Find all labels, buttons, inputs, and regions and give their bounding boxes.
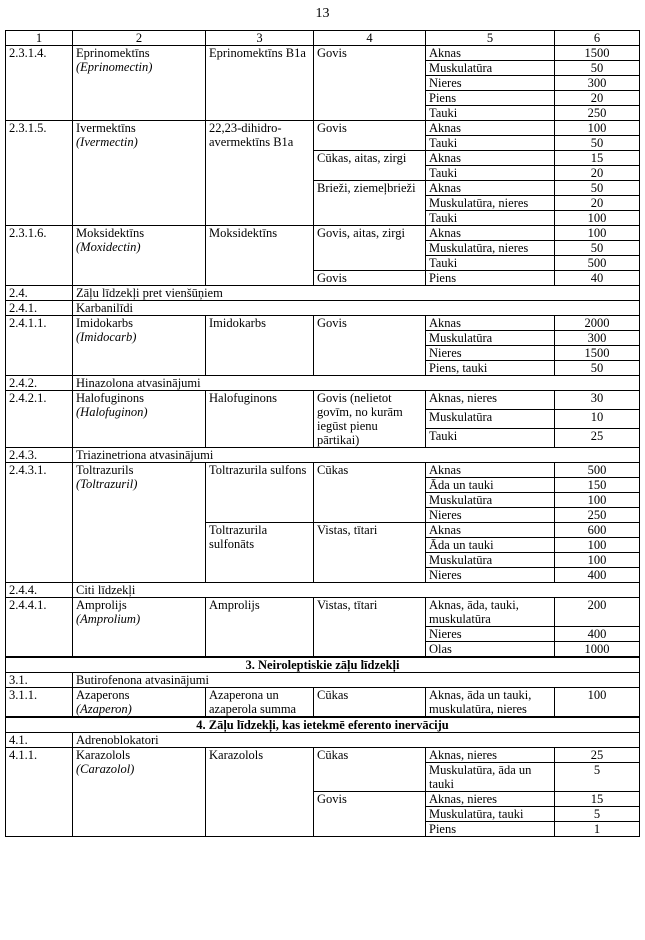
mrl-value: 100	[555, 688, 640, 718]
substance-name: Eprinomektīns	[76, 46, 150, 60]
marker-residue: Amprolijs	[206, 598, 314, 658]
column-header: 1	[6, 31, 73, 46]
species: Govis	[314, 316, 426, 376]
mrl-value: 15	[555, 792, 640, 807]
tissue: Tauki	[426, 256, 555, 271]
mrl-value: 5	[555, 763, 640, 792]
column-header-row	[6, 31, 640, 46]
entry-code: 2.3.1.4.	[6, 46, 73, 121]
substance-cell	[73, 316, 206, 376]
group-code: 2.4.3.	[6, 448, 73, 463]
species: Cūkas	[314, 463, 426, 523]
substance-name: Imidokarbs	[76, 316, 133, 330]
tissue: Aknas	[426, 46, 555, 61]
group-code: 2.4.4.	[6, 583, 73, 598]
substance-name: Amprolijs	[76, 598, 127, 612]
tissue: Piens	[426, 91, 555, 106]
mrl-value: 100	[555, 211, 640, 226]
mrl-value: 20	[555, 91, 640, 106]
tissue: Aknas, nieres	[426, 792, 555, 807]
species: Govis	[314, 46, 426, 121]
mrl-value: 300	[555, 76, 640, 91]
tissue: Muskulatūra	[426, 61, 555, 76]
substance-name: Karazolols	[76, 748, 131, 762]
group-row	[6, 301, 640, 316]
residue-row	[6, 598, 640, 627]
marker-residue: Eprinomektīns B1a	[206, 46, 314, 121]
tissue: Muskulatūra, nieres	[426, 196, 555, 211]
residue-row	[6, 121, 640, 136]
mrl-value: 20	[555, 166, 640, 181]
tissue: Nieres	[426, 568, 555, 583]
tissue: Aknas, āda un tauki, muskulatūra, nieres	[426, 688, 555, 718]
tissue: Tauki	[426, 106, 555, 121]
species: Brieži, ziemeļbrieži	[314, 181, 426, 226]
tissue: Tauki	[426, 166, 555, 181]
mrl-value: 10	[555, 410, 640, 429]
marker-residue: Halofuginons	[206, 391, 314, 448]
mrl-value: 20	[555, 196, 640, 211]
mrl-value: 100	[555, 226, 640, 241]
group-code: 2.4.1.	[6, 301, 73, 316]
residue-row	[6, 463, 640, 478]
marker-residue: Moksidektīns	[206, 226, 314, 286]
residue-row	[6, 226, 640, 241]
group-row	[6, 376, 640, 391]
residue-row	[6, 46, 640, 61]
substance-latin-name: (Eprinomectin)	[76, 60, 153, 74]
entry-code: 3.1.1.	[6, 688, 73, 718]
mrl-value: 1500	[555, 46, 640, 61]
substance-latin-name: (Moxidectin)	[76, 240, 141, 254]
tissue: Olas	[426, 642, 555, 658]
substance-name: Azaperons	[76, 688, 130, 702]
group-code: 2.4.2.	[6, 376, 73, 391]
group-title: Triazinetriona atvasinājumi	[73, 448, 640, 463]
tissue: Aknas, āda, tauki, muskulatūra	[426, 598, 555, 627]
substance-cell	[73, 463, 206, 583]
section-row	[6, 717, 640, 733]
tissue: Āda un tauki	[426, 538, 555, 553]
marker-residue: Azaperona un azaperola summa	[206, 688, 314, 718]
substance-cell	[73, 121, 206, 226]
mrl-value: 50	[555, 361, 640, 376]
group-title: Karbanilīdi	[73, 301, 640, 316]
tissue: Piens	[426, 822, 555, 837]
mrl-value: 25	[555, 748, 640, 763]
tissue: Muskulatūra	[426, 553, 555, 568]
tissue: Piens, tauki	[426, 361, 555, 376]
tissue: Muskulatūra, āda un tauki	[426, 763, 555, 792]
tissue: Aknas	[426, 121, 555, 136]
substance-cell	[73, 688, 206, 718]
group-row	[6, 733, 640, 748]
species: Cūkas, aitas, zirgi	[314, 151, 426, 181]
group-title: Butirofenona atvasinājumi	[73, 673, 640, 688]
section-row	[6, 657, 640, 673]
mrl-table	[5, 30, 640, 837]
mrl-value: 100	[555, 538, 640, 553]
tissue: Muskulatūra	[426, 410, 555, 429]
tissue: Muskulatūra, tauki	[426, 807, 555, 822]
species: Govis	[314, 792, 426, 837]
group-title: Hinazolona atvasinājumi	[73, 376, 640, 391]
mrl-value: 150	[555, 478, 640, 493]
residue-row	[6, 688, 640, 718]
entry-code: 2.3.1.6.	[6, 226, 73, 286]
mrl-value: 100	[555, 121, 640, 136]
section-title: 4. Zāļu līdzekļi, kas ietekmē eferento inervāciju	[6, 717, 640, 733]
marker-residue: Karazolols	[206, 748, 314, 837]
mrl-value: 400	[555, 627, 640, 642]
substance-cell	[73, 226, 206, 286]
species: Govis (nelietot govīm, no kurām iegūst pienu pārtikai)	[314, 391, 426, 448]
group-code: 2.4.	[6, 286, 73, 301]
column-header: 6	[555, 31, 640, 46]
substance-latin-name: (Halofuginon)	[76, 405, 148, 419]
entry-code: 2.4.2.1.	[6, 391, 73, 448]
residue-row	[6, 748, 640, 763]
group-row	[6, 448, 640, 463]
mrl-value: 15	[555, 151, 640, 166]
mrl-value: 600	[555, 523, 640, 538]
substance-cell	[73, 46, 206, 121]
species: Govis	[314, 121, 426, 151]
mrl-value: 500	[555, 463, 640, 478]
mrl-value: 300	[555, 331, 640, 346]
species: Vistas, tītari	[314, 598, 426, 658]
group-code: 4.1.	[6, 733, 73, 748]
mrl-value: 50	[555, 181, 640, 196]
substance-latin-name: (Azaperon)	[76, 702, 132, 716]
substance-name: Ivermektīns	[76, 121, 136, 135]
group-title: Zāļu līdzekļi pret vienšūņiem	[73, 286, 640, 301]
group-row	[6, 583, 640, 598]
group-title: Adrenoblokatori	[73, 733, 640, 748]
mrl-value: 500	[555, 256, 640, 271]
entry-code: 2.3.1.5.	[6, 121, 73, 226]
substance-name: Halofuginons	[76, 391, 145, 405]
column-header: 3	[206, 31, 314, 46]
group-row	[6, 673, 640, 688]
mrl-value: 250	[555, 508, 640, 523]
residue-row	[6, 316, 640, 331]
mrl-value: 50	[555, 241, 640, 256]
tissue: Āda un tauki	[426, 478, 555, 493]
substance-cell	[73, 748, 206, 837]
group-title: Citi līdzekļi	[73, 583, 640, 598]
mrl-value: 200	[555, 598, 640, 627]
substance-name: Toltrazurils	[76, 463, 134, 477]
tissue: Aknas	[426, 181, 555, 196]
entry-code: 2.4.3.1.	[6, 463, 73, 583]
tissue: Aknas	[426, 226, 555, 241]
tissue: Aknas	[426, 523, 555, 538]
marker-residue: Toltrazurila sulfons	[206, 463, 314, 523]
tissue: Muskulatūra	[426, 331, 555, 346]
tissue: Tauki	[426, 429, 555, 448]
mrl-value: 30	[555, 391, 640, 410]
column-header: 4	[314, 31, 426, 46]
tissue: Muskulatūra	[426, 493, 555, 508]
mrl-value: 50	[555, 61, 640, 76]
entry-code: 2.4.1.1.	[6, 316, 73, 376]
tissue: Tauki	[426, 211, 555, 226]
mrl-value: 400	[555, 568, 640, 583]
substance-latin-name: (Imidocarb)	[76, 330, 137, 344]
mrl-value: 1	[555, 822, 640, 837]
species: Vistas, tītari	[314, 523, 426, 583]
marker-residue: 22,23-dihidro-avermektīns B1a	[206, 121, 314, 226]
substance-latin-name: (Amprolium)	[76, 612, 141, 626]
substance-cell	[73, 391, 206, 448]
tissue: Aknas, nieres	[426, 391, 555, 410]
mrl-value: 40	[555, 271, 640, 286]
species: Govis, aitas, zirgi	[314, 226, 426, 271]
tissue: Aknas	[426, 151, 555, 166]
column-header: 5	[426, 31, 555, 46]
species: Cūkas	[314, 748, 426, 792]
mrl-value: 2000	[555, 316, 640, 331]
tissue: Nieres	[426, 76, 555, 91]
mrl-value: 100	[555, 553, 640, 568]
group-row	[6, 286, 640, 301]
entry-code: 2.4.4.1.	[6, 598, 73, 658]
marker-residue: Imidokarbs	[206, 316, 314, 376]
tissue: Piens	[426, 271, 555, 286]
mrl-value: 250	[555, 106, 640, 121]
mrl-value: 1000	[555, 642, 640, 658]
substance-name: Moksidektīns	[76, 226, 145, 240]
tissue: Aknas	[426, 316, 555, 331]
tissue: Nieres	[426, 627, 555, 642]
tissue: Nieres	[426, 508, 555, 523]
residue-row	[6, 391, 640, 410]
substance-cell	[73, 598, 206, 658]
tissue: Aknas	[426, 463, 555, 478]
mrl-value: 5	[555, 807, 640, 822]
substance-latin-name: (Ivermectin)	[76, 135, 138, 149]
substance-latin-name: (Carazolol)	[76, 762, 135, 776]
mrl-value: 25	[555, 429, 640, 448]
species: Govis	[314, 271, 426, 286]
mrl-value: 100	[555, 493, 640, 508]
section-title: 3. Neiroleptiskie zāļu līdzekļi	[6, 657, 640, 673]
group-code: 3.1.	[6, 673, 73, 688]
tissue: Aknas, nieres	[426, 748, 555, 763]
species: Cūkas	[314, 688, 426, 718]
tissue: Tauki	[426, 136, 555, 151]
tissue: Nieres	[426, 346, 555, 361]
column-header: 2	[73, 31, 206, 46]
tissue: Muskulatūra, nieres	[426, 241, 555, 256]
entry-code: 4.1.1.	[6, 748, 73, 837]
marker-residue: Toltrazurila sulfonāts	[206, 523, 314, 583]
substance-latin-name: (Toltrazuril)	[76, 477, 138, 491]
mrl-value: 50	[555, 136, 640, 151]
page-number: 13	[315, 6, 330, 21]
mrl-value: 1500	[555, 346, 640, 361]
